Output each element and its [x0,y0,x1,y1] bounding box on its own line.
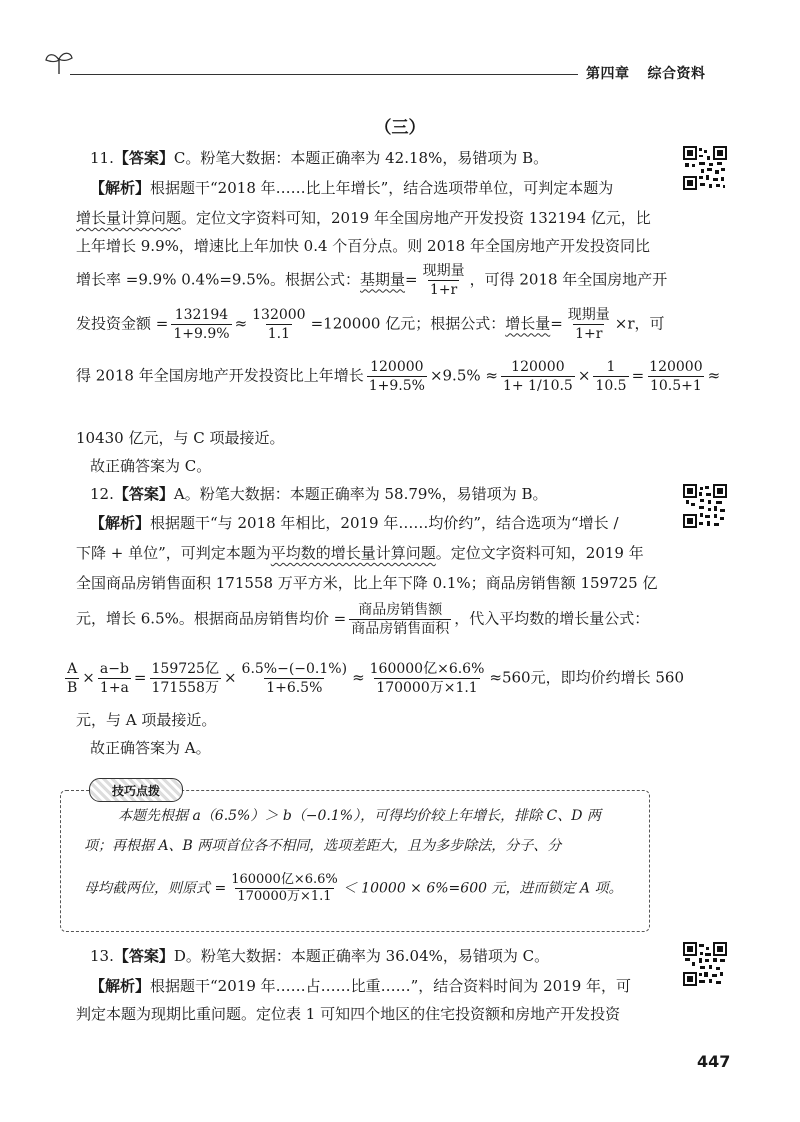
q12-text: ，代入平均数的增长量公式： [454,609,650,628]
fraction [647,358,704,395]
analysis-label: 【解析】 [90,977,151,995]
answer-label: 【答案】 [113,149,174,167]
q12-analysis-line-6: 元，与 A 项最接近。 [76,711,217,729]
running-header [586,63,706,83]
q11-text: 发投资金额 = [76,314,169,333]
fraction-denominator: 1+ 1/10.5 [502,378,573,394]
q11-analysis-line-5 [76,306,665,343]
fraction [368,660,487,697]
fraction-denominator: 1+r [429,282,458,298]
fraction-denominator: 170000万×1.1 [376,680,478,696]
fraction-denominator: 1+6.5% [266,680,323,696]
q11-text: ≈ [234,314,248,333]
q11-text: ×9.5% ≈ [429,366,498,385]
fraction-denominator: 1+r [575,326,603,342]
fraction-denominator: 171558万 [151,680,219,696]
fraction [421,262,467,299]
fraction [150,660,221,697]
q12-keyword: 平均数的增长量计算问题 [270,544,436,562]
fraction-numerator: 160000亿×6.6% [369,661,485,677]
fraction-numerator: 132194 [174,307,229,323]
fraction-numerator: 1 [606,359,616,375]
fraction-numerator: 6.5%−(−0.1%) [241,661,348,677]
fraction-numerator: 159725亿 [151,661,219,677]
fraction-numerator: A [67,661,78,677]
q11-keyword: 增长量计算问题 [76,209,182,227]
q12-analysis-line-1 [90,513,619,533]
q12-analysis-line-4 [76,601,649,638]
q12-number: 12. [90,485,114,503]
fraction-denominator: 1+9.5% [368,378,425,394]
q11-answer-line [90,148,548,168]
tip-line-1: 本题先根据 a（6.5%）＞ b（−0.1%），可得均价较上年增长，排除 C、D 两 [118,808,601,824]
q13-text: 根据题干“2019 年……占……比重……”，结合资料时间为 2019 年，可 [150,977,632,995]
q13-analysis-line-2: 判定本题为现期比重问题。定位表 1 可知四个地区的住宅投资额和房地产开发投资 [76,1005,621,1023]
q11-final-answer: 故正确答案为 C。 [90,457,212,475]
q11-text: =120000 亿元；根据公式： [310,314,506,333]
q11-analysis-line-4 [76,262,667,299]
q12-text: 下降 + 单位”，可判定本题为 [76,544,271,562]
fraction [367,358,427,395]
q11-text: = [550,314,563,333]
q11-text: = [631,366,645,385]
analysis-label: 【解析】 [90,179,151,197]
q11-keyword: 增长量 [505,314,551,333]
q12-analysis-line-2 [76,543,644,563]
q13-analysis-line-1 [90,976,631,996]
qr-code-icon [683,146,727,190]
q12-text: ≈560元，即均价约增长 560 [489,668,684,687]
q11-text: 得 2018 年全国房地产开发投资比上年增长 [76,366,364,385]
q12-text: 。定位文字资料可知，2019 年 [435,544,644,562]
q12-text: × [82,668,95,687]
q12-text: ≈ [352,668,365,687]
q13-number: 13. [90,947,114,965]
fraction-denominator: 商品房销售面积 [351,621,450,637]
q11-analysis-line-2 [76,208,651,228]
sprout-logo-icon [44,48,74,76]
fraction-numerator: 132000 [252,307,306,323]
fraction [501,358,575,395]
tip-text: ＜ 10000 × 6%=600 元，进而锁定 A 项。 [342,880,623,897]
q11-number: 11. [90,149,114,167]
q11-text: 增长率 =9.9% 0.4%=9.5%。根据公式： [76,270,360,289]
fraction [229,872,340,905]
answer-label: 【答案】 [113,485,174,503]
analysis-label: 【解析】 [90,514,151,532]
fraction-numerator: 现期量 [422,263,465,279]
q12-final-answer: 故正确答案为 A。 [90,739,211,757]
fraction [240,660,350,697]
fraction [65,660,79,697]
q12-text: = [133,668,147,687]
header-rule [70,74,578,75]
chapter-label: 第四章 [586,66,630,82]
chapter-title: 综合资料 [647,66,706,82]
fraction [593,358,628,395]
fraction-denominator: 1.1 [267,326,290,342]
q13-answer-line [90,946,549,966]
q13-answer-text: D。粉笔大数据：本题正确率为 36.04%，易错项为 C。 [173,947,550,965]
q12-text: 根据题干“与 2018 年相比，2019 年……均价约”，结合选项为“增长 / [150,514,619,532]
q11-text: ，可得 2018 年全国房地产开 [469,270,668,289]
q11-analysis-line-1 [90,178,613,198]
fraction-denominator: 170000万×1.1 [237,889,332,904]
fraction-numerator: 120000 [649,359,703,375]
q12-analysis-line-3: 全国商品房销售面积 171558 万平方米，比上年下降 0.1%；商品房销售额 159725 亿 [76,574,658,592]
q12-formula-line [62,660,684,697]
fraction-denominator: 1+a [99,680,129,696]
fraction-numerator: 现期量 [567,307,610,323]
fraction-denominator: B [67,680,78,696]
fraction-denominator: 10.5 [595,378,627,394]
fraction [171,306,231,343]
answer-label: 【答案】 [113,947,174,965]
q11-text: ×r，可 [614,314,665,333]
fraction [349,601,451,638]
fraction-numerator: 160000亿×6.6% [231,872,338,887]
q11-text: 根据题干“2018 年……比上年增长”，结合选项带单位，可判定本题为 [150,179,614,197]
q12-answer-text: A。粉笔大数据：本题正确率为 58.79%，易错项为 B。 [173,485,548,503]
q12-answer-line [90,484,547,504]
fraction [566,306,612,343]
q11-text: = [405,270,418,289]
fraction-denominator: 10.5+1 [649,378,702,394]
fraction-numerator: a−b [99,661,129,677]
qr-code-icon [683,484,727,528]
page-number: 447 [697,1052,731,1071]
tip-badge: 技巧点拨 [89,778,183,802]
qr-code-icon [683,942,727,986]
tip-line-2: 项；再根据 A、B 两项首位各不相同，选项差距大，且为多步除法，分子、分 [84,838,562,854]
fraction-denominator: 1+9.9% [173,326,230,342]
fraction-numerator: 商品房销售额 [358,602,443,618]
q11-text: 。定位文字资料可知，2019 年全国房地产开发投资 132194 亿元，比 [181,209,651,227]
q12-text: × [223,668,237,687]
q11-answer-text: C。粉笔大数据：本题正确率为 42.18%，易错项为 B。 [173,149,549,167]
fraction [98,660,131,697]
q11-text: × [577,366,591,385]
tip-line-3 [84,872,622,905]
q11-keyword: 基期量 [360,270,406,289]
fraction-numerator: 120000 [511,359,565,375]
q11-analysis-line-7: 10430 亿元，与 C 项最接近。 [76,429,285,447]
q11-text: ≈ [707,366,721,385]
tip-text: 母均截两位，则原式 = [84,880,227,897]
q11-analysis-line-3: 上年增长 9.9%，增速比上年加快 0.4 个百分点。则 2018 年全国房地产开发投资同比 [76,237,650,255]
fraction [250,306,307,343]
section-title: （三） [374,118,426,138]
fraction-numerator: 120000 [370,359,424,375]
q12-text: 元，增长 6.5%。根据商品房销售均价 = [76,609,347,628]
q11-analysis-line-6 [76,358,720,395]
